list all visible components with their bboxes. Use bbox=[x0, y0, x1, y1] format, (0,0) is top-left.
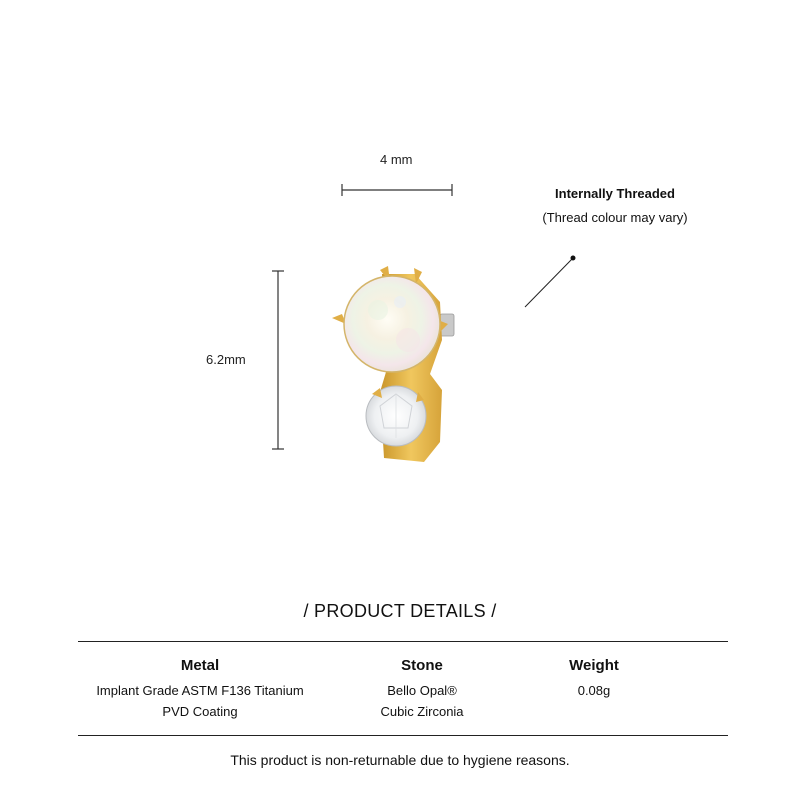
detail-value: Bello Opal® bbox=[387, 683, 457, 698]
width-dimension-label: 4 mm bbox=[380, 152, 413, 167]
earring-illustration bbox=[320, 262, 480, 472]
detail-value: 0.08g bbox=[577, 683, 611, 698]
divider-top bbox=[78, 641, 728, 642]
detail-column-weight bbox=[464, 657, 724, 701]
footer-note: This product is non-returnable due to hygiene reasons. bbox=[230, 752, 570, 768]
detail-column-metal bbox=[70, 657, 330, 722]
callout-title: Internally Threaded bbox=[555, 186, 675, 201]
detail-heading: Metal bbox=[180, 657, 220, 674]
divider-bottom bbox=[78, 735, 728, 736]
detail-value: Cubic Zirconia bbox=[380, 704, 464, 719]
opal-stone bbox=[344, 276, 440, 372]
detail-heading: Stone bbox=[401, 657, 443, 674]
height-dimension-line bbox=[270, 265, 286, 455]
callout-note: (Thread colour may vary) bbox=[542, 210, 688, 225]
width-dimension-line bbox=[335, 182, 460, 198]
section-title: / PRODUCT DETAILS / bbox=[303, 601, 497, 621]
detail-value: PVD Coating bbox=[162, 704, 238, 719]
height-dimension-label: 6.2mm bbox=[206, 352, 246, 367]
callout-pointer-line bbox=[515, 250, 585, 315]
detail-heading: Weight bbox=[569, 657, 619, 674]
detail-value: Implant Grade ASTM F136 Titanium bbox=[96, 683, 304, 698]
